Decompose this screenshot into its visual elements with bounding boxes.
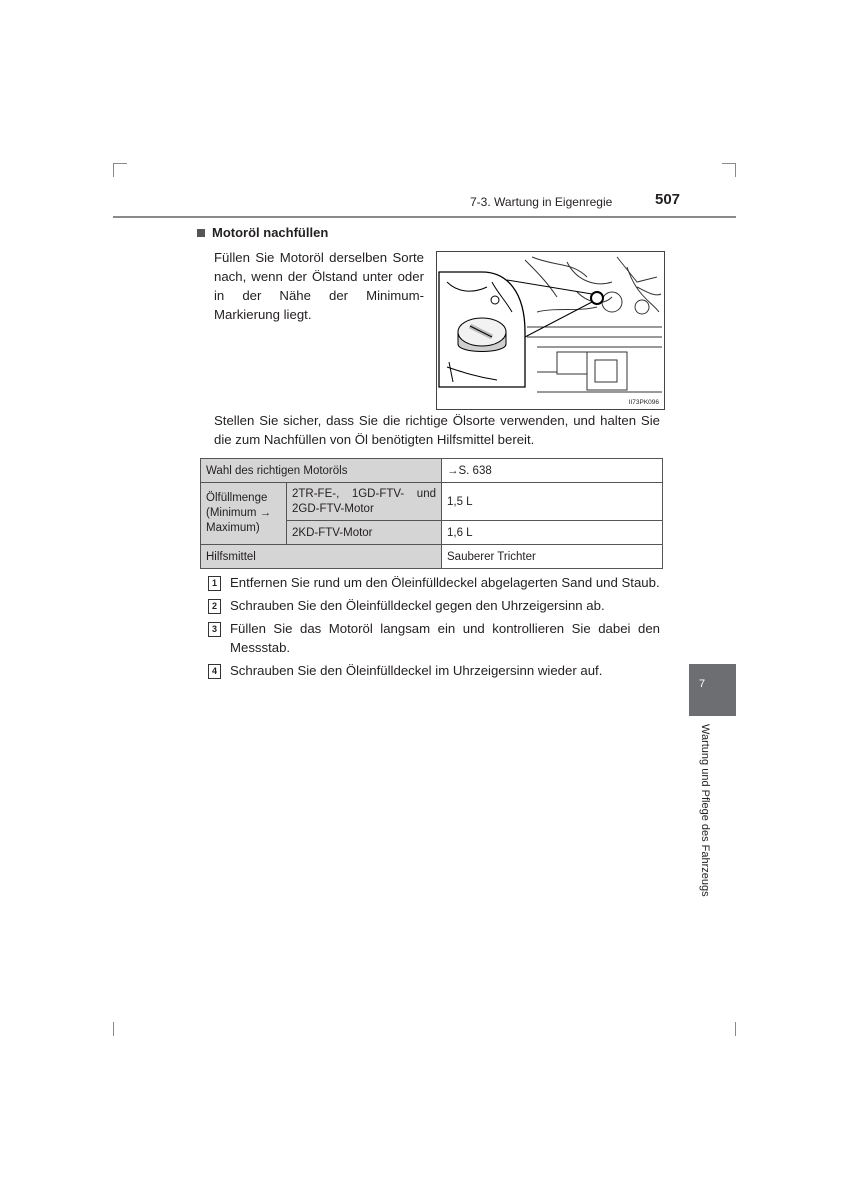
step-text: Schrauben Sie den Öleinfülldeckel gegen den Uhrzeigersinn ab.: [230, 598, 605, 613]
instruction-paragraph: Stellen Sie sicher, dass Sie die richtige Ölsorte verwenden, und halten Sie die zum Nachfüllen von Öl benötigten Hilfsmittel bereit.: [214, 413, 660, 447]
step-number-box: 4: [208, 664, 221, 679]
table-cell-value: Sauberer Trichter: [442, 545, 663, 569]
table-cell-sublabel: 2KD-FTV-Motor: [287, 521, 442, 545]
section-title: Motoröl nachfüllen: [212, 225, 329, 240]
chapter-tab-number: 7: [699, 678, 706, 690]
table-cell-label: Ölfüllmenge (Minimum → Maximum): [201, 483, 287, 545]
step-text: Schrauben Sie den Öleinfülldeckel im Uhrzeigersinn wieder auf.: [230, 663, 603, 678]
list-item: [208, 619, 660, 657]
step-number-box: 2: [208, 599, 221, 614]
step-number-box: 3: [208, 622, 221, 637]
table-cell-sublabel: 2TR-FE-, 1GD-FTV- und 2GD-FTV-Motor: [287, 483, 442, 521]
engine-bay-illustration: [437, 252, 664, 409]
step-list: [208, 573, 660, 684]
intro-text: Füllen Sie Motoröl derselben Sorte nach, wenn der Ölstand unter oder in der Nähe der Minimum-Markierung liegt.: [214, 250, 424, 322]
table-row: [201, 483, 663, 521]
list-item: [208, 596, 660, 615]
crop-mark-top-left-h: [113, 163, 127, 164]
header-section-title: 7-3. Wartung in Eigenregie: [470, 195, 613, 209]
list-item: [208, 573, 660, 592]
table-cell-value: →S. 638: [442, 459, 663, 483]
step-text: Entfernen Sie rund um den Öleinfülldeckel abgelagerten Sand und Staub.: [230, 575, 660, 590]
crop-mark-top-left-v: [113, 163, 114, 177]
crop-mark-top-right-h: [722, 163, 736, 164]
table-cell-value: 1,6 L: [442, 521, 663, 545]
page-number: 507: [655, 191, 681, 208]
table-row: [201, 459, 663, 483]
table-cell-label: Wahl des richtigen Motoröls: [201, 459, 442, 483]
header-rule: [113, 216, 736, 218]
list-item: [208, 661, 660, 680]
oil-spec-table: [200, 458, 663, 569]
crop-mark-bottom-left-v: [113, 1022, 114, 1036]
engine-oil-cap-figure: [436, 251, 665, 410]
table-cell-label: Hilfsmittel: [201, 545, 442, 569]
table-row: [201, 545, 663, 569]
chapter-side-label-text: Wartung und Pflege des Fahrzeugs: [699, 724, 711, 897]
bullet-square-icon: [197, 229, 205, 237]
step-text: Füllen Sie das Motoröl langsam ein und kontrollieren Sie dabei den Messstab.: [230, 621, 660, 655]
section-heading: [197, 225, 328, 240]
step-number-box: 1: [208, 576, 221, 591]
chapter-tab: [689, 664, 736, 716]
crop-mark-top-right-v: [735, 163, 736, 177]
table-cell-value: 1,5 L: [442, 483, 663, 521]
chapter-side-label: [697, 724, 711, 914]
crop-mark-bottom-right-v: [735, 1022, 736, 1036]
figure-code: II73PK096: [628, 399, 659, 406]
